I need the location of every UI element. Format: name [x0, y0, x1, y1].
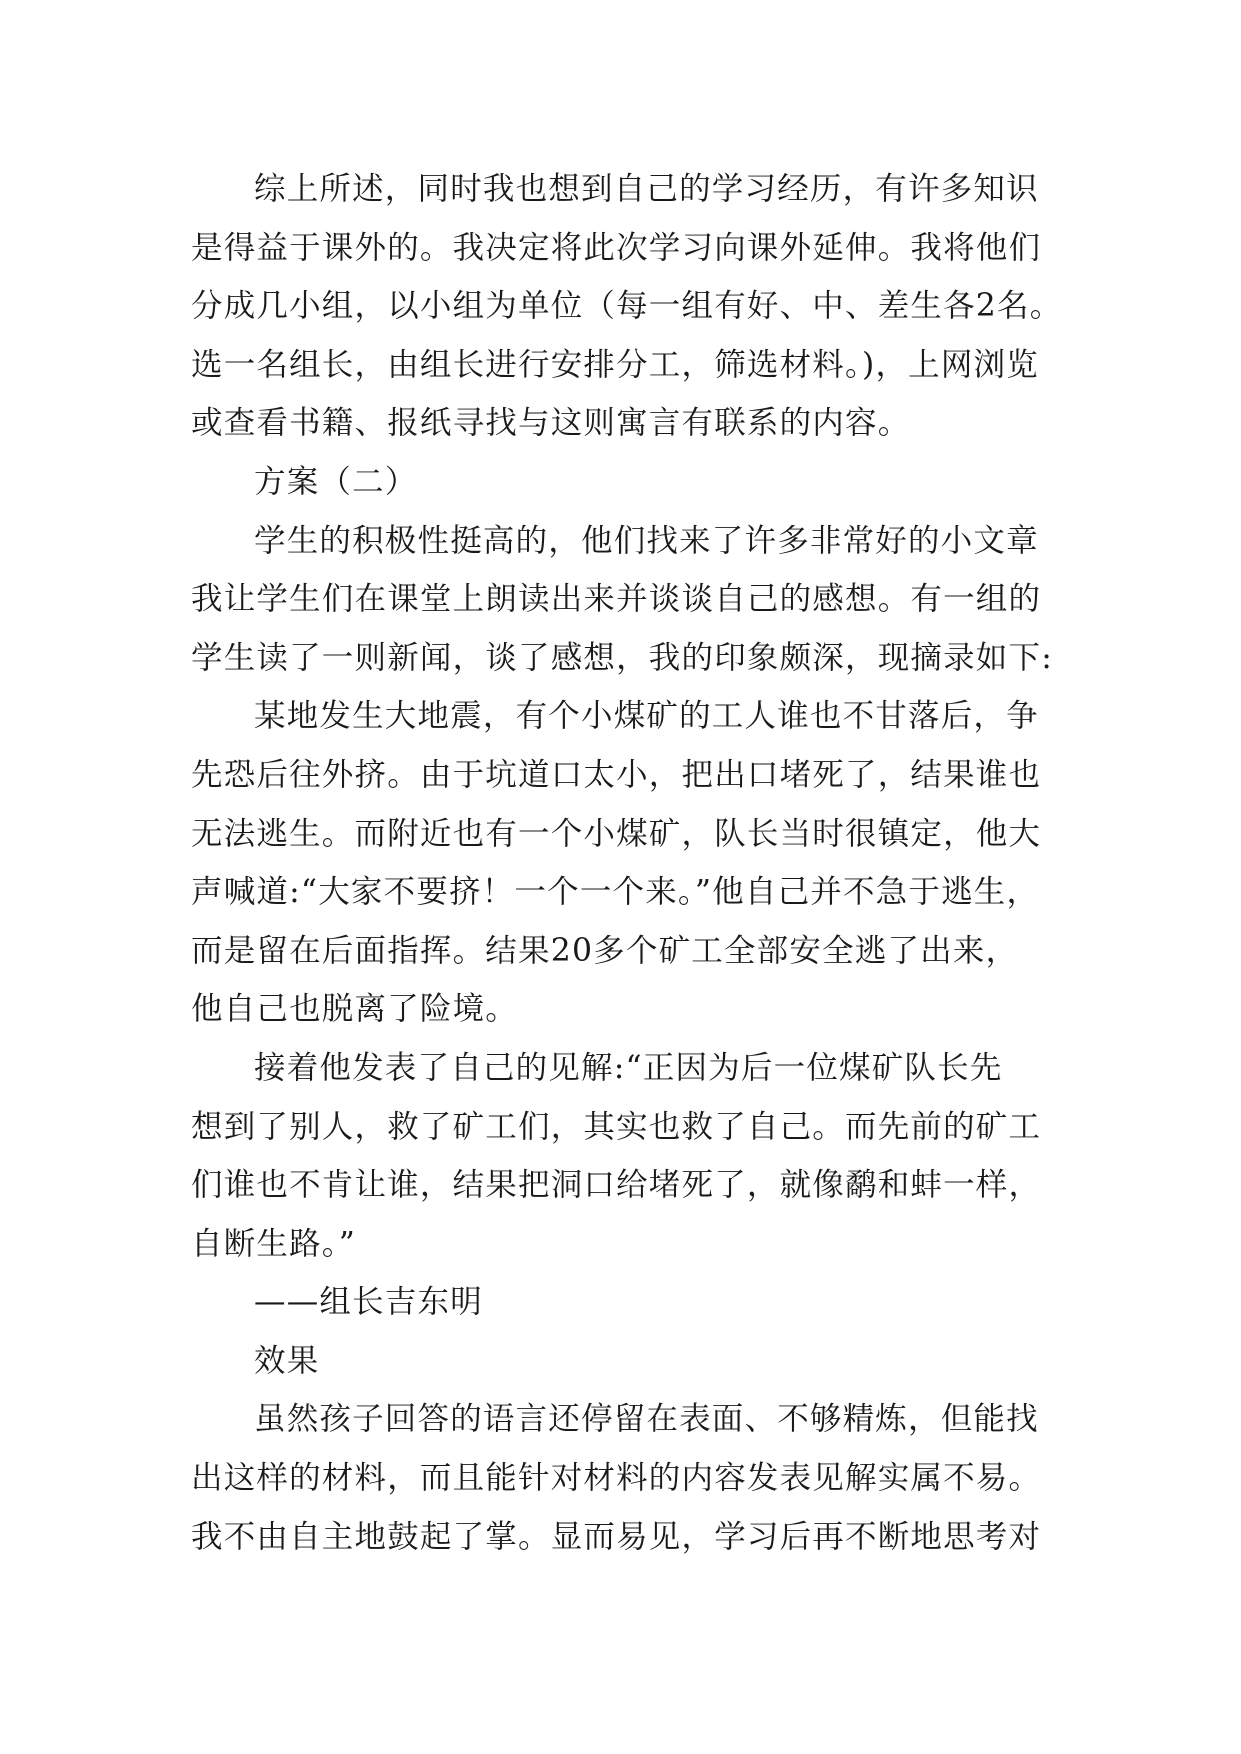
text-line: 出这样的材料，而且能针对材料的内容发表见解实属不易。 [191, 1460, 1042, 1497]
text-line: 我让学生们在课堂上朗读出来并谈谈自己的感想。有一组的 [191, 581, 1042, 618]
text-line: ——组长吉东明 [254, 1284, 483, 1321]
text-line: 先恐后往外挤。由于坑道口太小，把出口堵死了，结果谁也 [191, 756, 1042, 793]
text-line: 无法逃生。而附近也有一个小煤矿，队长当时很镇定，他大 [191, 815, 1042, 852]
text-line: 或查看书籍、报纸寻找与这则寓言有联系的内容。 [191, 405, 911, 442]
text-line: 方案（二） [254, 463, 418, 500]
text-line: 想到了别人，救了矿工们，其实也救了自己。而先前的矿工 [191, 1108, 1042, 1145]
text-line: 是得益于课外的。我决定将此次学习向课外延伸。我将他们 [191, 229, 1042, 266]
text-line: 学生的积极性挺高的，他们找来了许多非常好的小文章 [254, 522, 1039, 559]
text-line: 某地发生大地震，有个小煤矿的工人谁也不甘落后，争 [254, 698, 1039, 735]
text-line: 效果 [254, 1342, 320, 1379]
text-line: 们谁也不肯让谁，结果把洞口给堵死了，就像鹬和蚌一样， [191, 1167, 1042, 1204]
text-line: 而是留在后面指挥。结果20多个矿工全部安全逃了出来， [191, 932, 1019, 969]
text-line: 他自己也脱离了险境。 [191, 991, 519, 1028]
text-line: 声喊道:“大家不要挤！一个一个来。”他自己并不急于逃生， [191, 874, 1040, 911]
text-line: 自断生路。” [191, 1225, 357, 1262]
text-line: 虽然孩子回答的语言还停留在表面、不够精炼，但能找 [254, 1401, 1039, 1438]
text-line: 学生读了一则新闻，谈了感想，我的印象颇深，现摘录如下: [191, 639, 1054, 676]
document-body [191, 160, 1071, 1566]
text-line: 我不由自主地鼓起了掌。显而易见，学习后再不断地思考对 [191, 1518, 1042, 1555]
text-line: 分成几小组，以小组为单位（每一组有好、中、差生各2名。 [191, 288, 1063, 325]
text-line: 选一名组长，由组长进行安排分工，筛选材料。)，上网浏览 [191, 346, 1039, 383]
text-line: 接着他发表了自己的见解:“正因为后一位煤矿队长先 [254, 1049, 1003, 1086]
text-line: 综上所述，同时我也想到自己的学习经历，有许多知识 [254, 171, 1039, 207]
